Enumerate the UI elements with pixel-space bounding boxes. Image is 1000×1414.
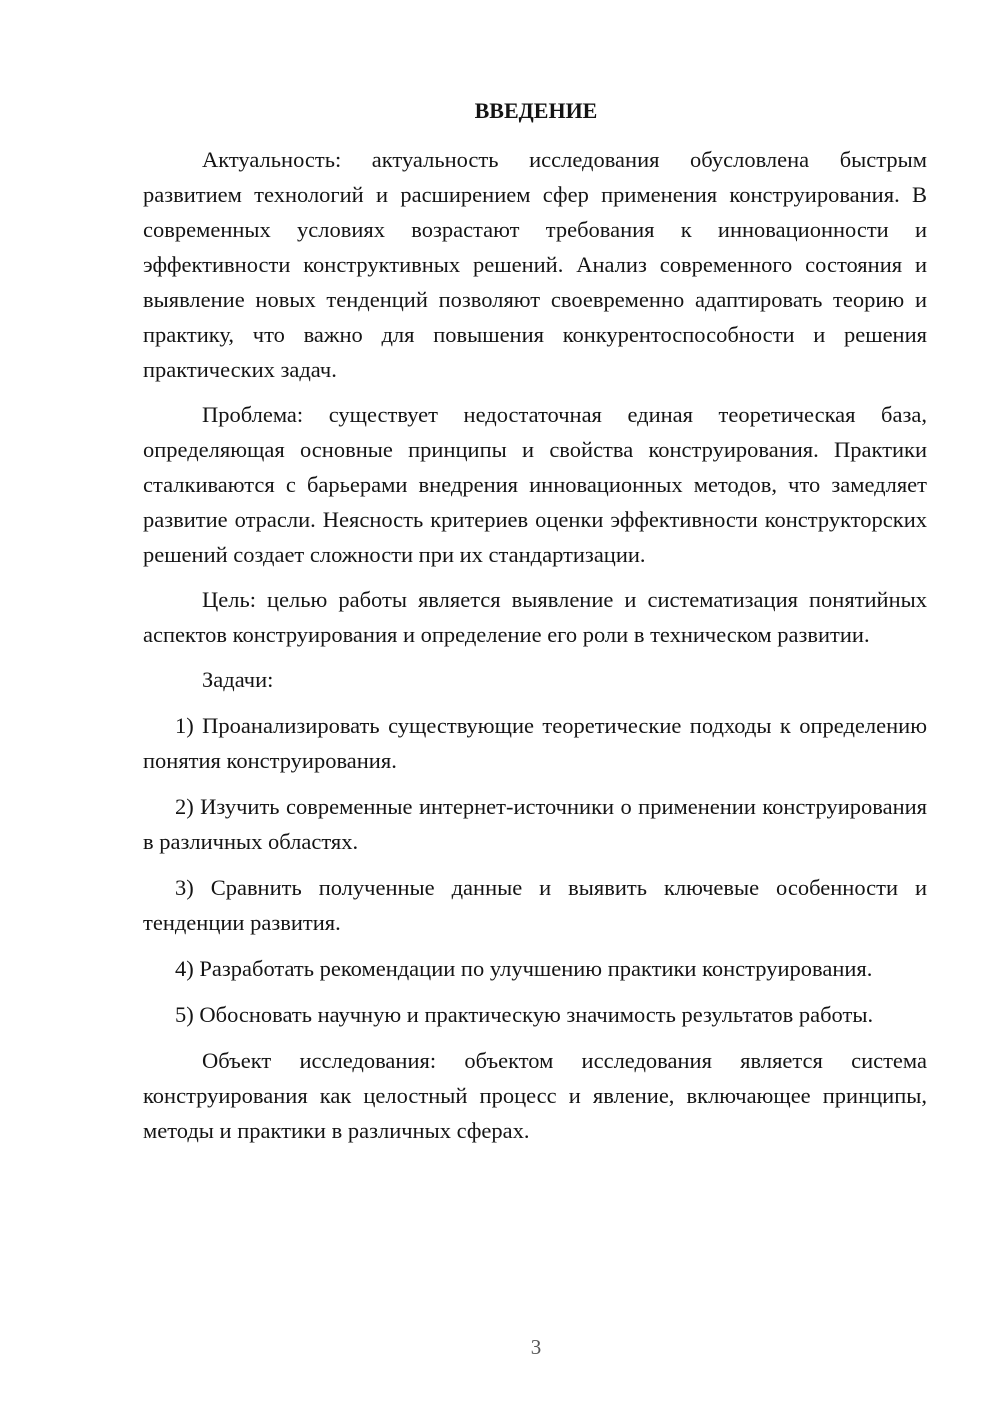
relevance-paragraph: Актуальность: актуальность исследования обусловлена быстрым развитием технологий и расширением сфер применения конструирования. В современных условиях возрастают требования к инновационности и эффективности конструктивных решений. Анализ современного состояния и выявление новых тенденций позволяют своевременно адаптировать теорию и практику, что важно для повышения конкурентоспособности и решения практических задач. (143, 147, 927, 382)
goal-paragraph: Цель: целью работы является выявление и систематизация понятийных аспектов конструирования и определение его роли в техническом развитии. (143, 587, 927, 647)
problem-paragraph: Проблема: существует недостаточная единая теоретическая база, определяющая основные принципы и свойства конструирования. Практики сталкиваются с барьерами внедрения инновационных методов, что замедляет развитие отрасли. Неясность критериев оценки эффективности конструкторских решений создает сложности при их стандартизации. (143, 402, 927, 567)
task-item-1: 1) Проанализировать существующие теоретические подходы к определению понятия конструирования. (143, 713, 927, 773)
object-paragraph: Объект исследования: объектом исследования является система конструирования как целостный процесс и явление, включающее принципы, методы и практики в различных сферах. (143, 1048, 927, 1143)
task-item-5: 5) Обосновать научную и практическую значимость результатов работы. (175, 1002, 874, 1027)
document-body (143, 142, 927, 1148)
tasks-label: Задачи: (202, 667, 274, 692)
page-number: 3 (530, 1335, 542, 1359)
task-item-2: 2) Изучить современные интернет-источники о применении конструирования в различных областях. (143, 794, 927, 854)
section-title: ВВЕДЕНИЕ (474, 98, 598, 123)
task-item-4: 4) Разработать рекомендации по улучшению практики конструирования. (175, 956, 873, 981)
task-item-3: 3) Сравнить полученные данные и выявить ключевые особенности и тенденции развития. (143, 875, 927, 935)
